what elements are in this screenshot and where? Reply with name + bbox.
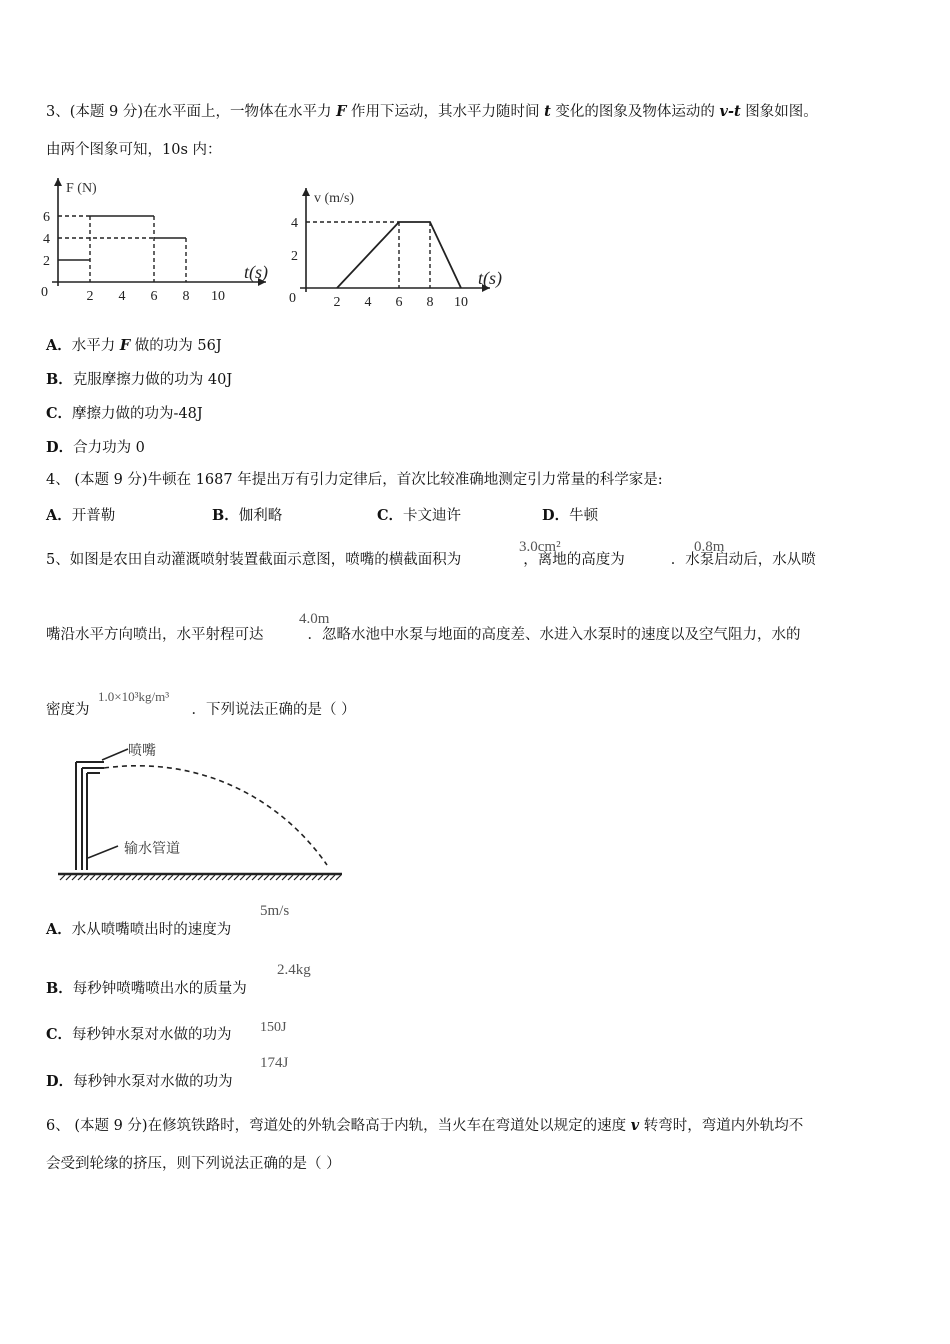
option-label: D． xyxy=(46,439,74,456)
option-label: A． xyxy=(46,337,72,354)
q3-text: 图象如图。 xyxy=(740,104,818,120)
q5-math-range: 4.0m xyxy=(299,611,330,627)
option-text: 水从喷嘴喷出时的速度为 xyxy=(71,922,232,938)
q3-text: 变化的图象及物体运动的 xyxy=(550,104,720,120)
q5-text: ．水泵启动后，水从喷 xyxy=(670,552,816,568)
option-text: 合力功为 0 xyxy=(73,440,145,456)
option-text: 每秒钟水泵对水做的功为 xyxy=(72,1027,232,1043)
q5-text: ．忽略水池中水泵与地面的高度差、水进入水泵时的速度以及空气阻力，水的 xyxy=(307,627,801,643)
q3-var-vt: v-t xyxy=(719,103,741,120)
v-chart-x-label: t(s) xyxy=(478,268,502,288)
v-chart-origin-label: 0 xyxy=(289,291,296,306)
q5-math-area: 3.0cm² xyxy=(519,539,561,555)
f-chart-x-tick-label: 10 xyxy=(211,289,225,304)
nozzle-pointer-line xyxy=(102,749,128,760)
option-label: C． xyxy=(46,1026,73,1043)
option-text: 每秒钟水泵对水做的功为 xyxy=(73,1074,233,1090)
q3-option-d[interactable] xyxy=(46,436,145,457)
q5-text: 5、如图是农田自动灌溉喷射装置截面示意图，喷嘴的横截面积为 xyxy=(46,552,462,568)
q3-stem-line2: 由两个图象可知，10s 内： xyxy=(46,142,222,158)
q5-text: ．下列说法正确的是（ ） xyxy=(191,702,356,718)
force-time-chart xyxy=(41,172,278,312)
q5-option-d[interactable] xyxy=(46,1070,233,1091)
q4-options xyxy=(46,504,746,524)
option-text: 每秒钟喷嘴喷出水的质量为 xyxy=(72,981,247,997)
v-chart-x-tick-label: 6 xyxy=(395,295,403,310)
q5-option-c-math: 150J xyxy=(260,1020,287,1035)
q4-option-c[interactable] xyxy=(377,504,461,525)
f-chart-y-label: F (N) xyxy=(66,181,97,196)
f-chart-x-tick-label: 6 xyxy=(150,289,158,304)
q3-stem-line1 xyxy=(46,102,818,122)
option-label: A． xyxy=(46,507,72,524)
q5-option-d-math: 174J xyxy=(260,1055,289,1071)
q5-text: 密度为 xyxy=(46,702,90,718)
option-text: 摩擦力做的功为-48J xyxy=(72,406,203,422)
q6-text: 6、 (本题 9 分)在修筑铁路时，弯道处的外轨会略高于内轨，当火车在弯道处以规定的速度 xyxy=(46,1118,631,1134)
f-chart-x-tick-label: 2 xyxy=(86,289,94,304)
q4-option-b[interactable] xyxy=(212,504,282,525)
option-text: 开普勒 xyxy=(71,508,116,524)
q3-option-a[interactable] xyxy=(46,334,222,355)
ground-hatch xyxy=(60,875,341,880)
q3-var-F: F xyxy=(336,103,347,120)
option-label: B． xyxy=(212,507,239,524)
q3-var-t: t xyxy=(544,103,551,120)
f-chart-y-tick-label: 6 xyxy=(43,210,50,225)
q5-option-a[interactable] xyxy=(46,918,231,939)
f-chart-x-tick-label: 8 xyxy=(182,289,190,304)
f-chart-y-arrow-icon xyxy=(54,178,62,186)
q5-option-b-math: 2.4kg xyxy=(277,962,311,978)
option-text: 伽利略 xyxy=(238,508,283,524)
option-label: D． xyxy=(542,507,570,524)
f-chart-y-tick-label: 4 xyxy=(43,232,50,247)
f-chart-x-label: t(s) xyxy=(244,262,268,282)
q5-stem-line2 xyxy=(46,625,801,645)
q3-text: 作用下运动，其水平力随时间 xyxy=(346,104,545,120)
q4-option-a[interactable] xyxy=(46,504,115,525)
velocity-time-chart xyxy=(280,180,520,310)
option-var-F: F xyxy=(119,337,131,354)
pipe-pointer-line xyxy=(88,846,118,858)
q6-stem-line2: 会受到轮缘的挤压，则下列说法正确的是（ ） xyxy=(46,1156,341,1172)
q6-text: 转弯时，弯道内外轨均不 xyxy=(639,1118,804,1134)
q3-option-b[interactable] xyxy=(46,368,232,389)
f-chart-x-tick-label: 4 xyxy=(118,289,126,304)
option-label: C． xyxy=(46,405,73,422)
v-chart-x-tick-label: 10 xyxy=(454,295,468,310)
q5-option-c[interactable] xyxy=(46,1023,232,1044)
q3-option-c[interactable] xyxy=(46,402,203,423)
v-chart-y-tick-label: 4 xyxy=(291,216,298,231)
v-chart-x-tick-label: 8 xyxy=(426,295,434,310)
option-text: 卡文迪许 xyxy=(403,508,462,524)
v-chart-y-label: v (m/s) xyxy=(314,191,355,206)
nozzle-label: 喷嘴 xyxy=(128,743,156,759)
q5-option-b[interactable] xyxy=(46,977,247,998)
v-chart-y-tick-label: 2 xyxy=(291,249,298,264)
q3-text: 3、(本题 9 分)在水平面上，一物体在水平力 xyxy=(46,104,337,120)
option-label: D． xyxy=(46,1073,74,1090)
option-label: B． xyxy=(46,980,73,997)
f-chart-origin-label: 0 xyxy=(41,285,48,300)
q5-text: ，离地的高度为 xyxy=(523,552,625,568)
option-label: A． xyxy=(46,921,72,938)
v-chart-x-tick-label: 4 xyxy=(364,295,372,310)
q5-math-height: 0.8m xyxy=(694,539,725,555)
option-text: 做的功为 56J xyxy=(130,338,222,354)
option-text: 牛顿 xyxy=(569,508,599,524)
q4-stem: 4、 (本题 9 分)牛顿在 1687 年提出万有引力定律后，首次比较准确地测定引力常量的科学家是: xyxy=(46,472,663,488)
q5-stem-line3 xyxy=(46,700,356,720)
option-text: 克服摩擦力做的功为 40J xyxy=(72,372,233,388)
option-label: B． xyxy=(46,371,73,388)
f-chart-y-tick-label: 2 xyxy=(43,254,50,269)
option-label: C． xyxy=(377,507,404,524)
q5-math-density: 1.0×10³kg/m³ xyxy=(98,689,170,704)
q4-option-d[interactable] xyxy=(542,504,598,525)
q6-stem-line1 xyxy=(46,1116,803,1136)
v-chart-x-tick-label: 2 xyxy=(333,295,341,310)
q5-option-a-math: 5m/s xyxy=(260,903,290,919)
v-chart-y-arrow-icon xyxy=(302,188,310,196)
sprinkler-diagram xyxy=(52,740,352,890)
q5-text: 嘴沿水平方向喷出，水平射程可达 xyxy=(46,627,264,643)
q6-var-v: v xyxy=(630,1117,640,1134)
option-text: 水平力 xyxy=(71,338,120,354)
pipe-label: 输水管道 xyxy=(124,841,180,857)
